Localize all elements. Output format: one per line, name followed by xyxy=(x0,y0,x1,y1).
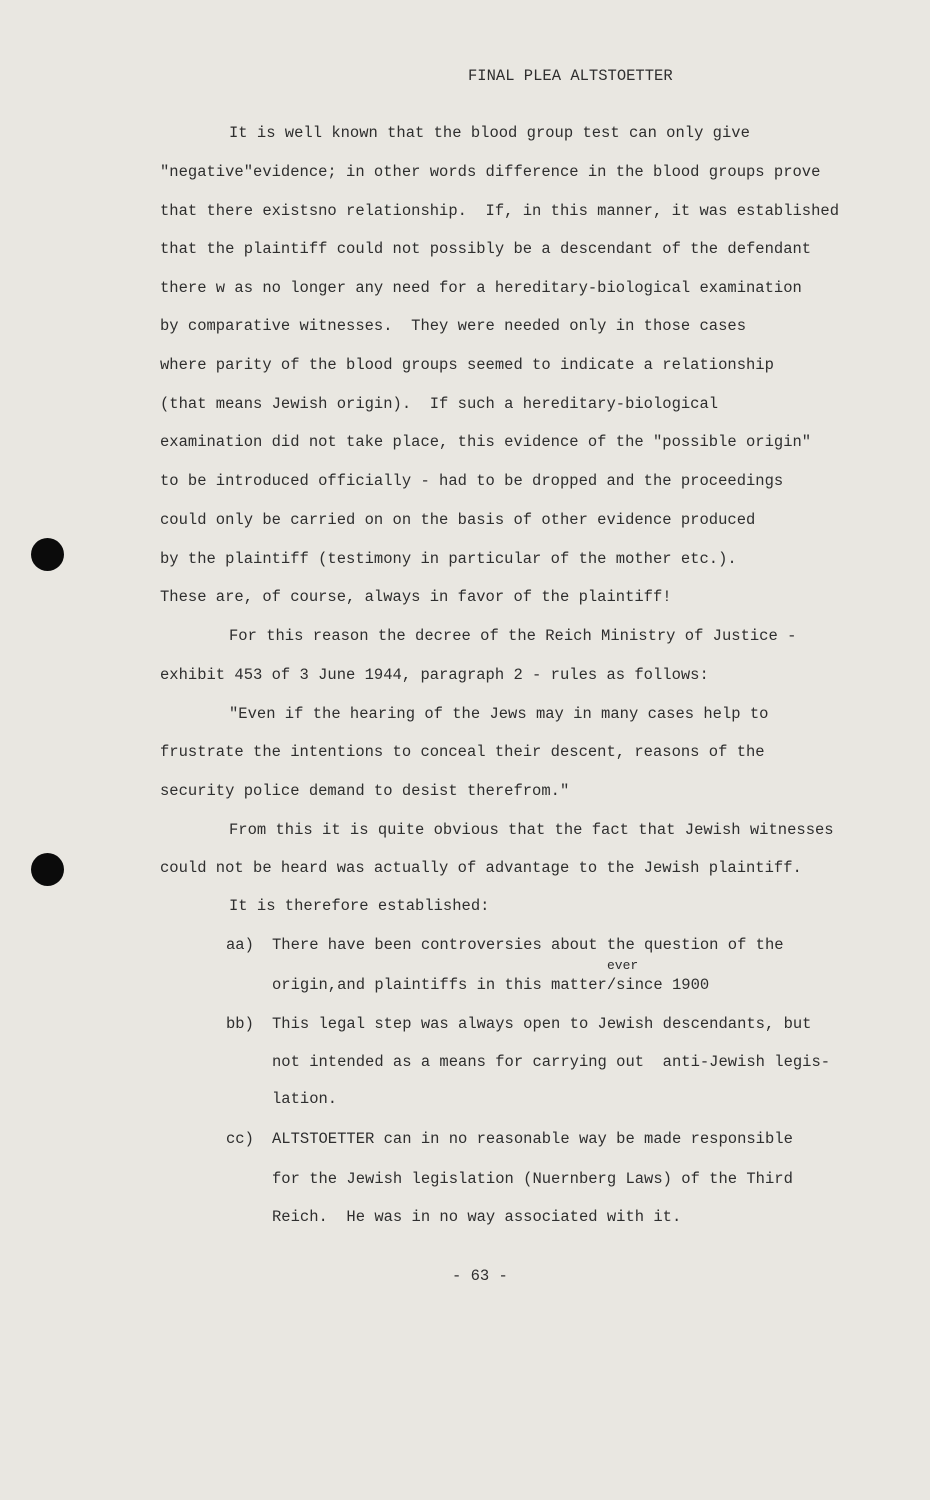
list-marker: bb) xyxy=(226,1015,254,1033)
list-item-line: This legal step was always open to Jewish descendants, but xyxy=(272,1015,812,1033)
body-line: that there existsno relationship. If, in this manner, it was established xyxy=(160,202,840,220)
quote-line: security police demand to desist therefrom." xyxy=(160,782,570,800)
punch-hole-bottom xyxy=(31,853,64,886)
body-line: could not be heard was actually of advantage to the Jewish plaintiff. xyxy=(160,859,802,877)
body-line: where parity of the blood groups seemed to indicate a relationship xyxy=(160,356,774,374)
body-line: by the plaintiff (testimony in particular of the mother etc.). xyxy=(160,550,737,568)
list-item-line: There have been controversies about the question of the xyxy=(272,936,784,954)
list-item-line: for the Jewish legislation (Nuernberg Laws) of the Third xyxy=(272,1170,793,1188)
list-item-line: Reich. He was in no way associated with it. xyxy=(272,1208,682,1226)
body-line: to be introduced officially - had to be dropped and the proceedings xyxy=(160,472,784,490)
list-item-line: origin,and plaintiffs in this matter/since 1900 xyxy=(272,976,710,994)
list-item-line: lation. xyxy=(272,1090,338,1108)
list-marker: cc) xyxy=(226,1130,254,1148)
quote-line: "Even if the hearing of the Jews may in many cases help to xyxy=(229,705,769,723)
quote-line: frustrate the intentions to conceal their descent, reasons of the xyxy=(160,743,765,761)
body-line: exhibit 453 of 3 June 1944, paragraph 2 - rules as follows: xyxy=(160,666,709,684)
body-line: there w as no longer any need for a hereditary-biological examination xyxy=(160,279,802,297)
body-line: For this reason the decree of the Reich Ministry of Justice - xyxy=(229,627,797,645)
body-line: These are, of course, always in favor of the plaintiff! xyxy=(160,588,672,606)
body-line: (that means Jewish origin). If such a hereditary-biological xyxy=(160,395,719,413)
list-marker: aa) xyxy=(226,936,254,954)
handwritten-insertion: ever xyxy=(607,958,639,973)
body-line: by comparative witnesses. They were needed only in those cases xyxy=(160,317,746,335)
list-item-line: not intended as a means for carrying out anti-Jewish legis- xyxy=(272,1053,831,1071)
body-line: It is therefore established: xyxy=(229,897,490,915)
body-line: From this it is quite obvious that the fact that Jewish witnesses xyxy=(229,821,834,839)
body-line: It is well known that the blood group test can only give xyxy=(229,124,750,142)
body-line: could only be carried on on the basis of other evidence produced xyxy=(160,511,756,529)
page-number: - 63 - xyxy=(452,1267,508,1285)
punch-hole-top xyxy=(31,538,64,571)
body-line: examination did not take place, this evidence of the "possible origin" xyxy=(160,433,812,451)
body-line: "negative"evidence; in other words difference in the blood groups prove xyxy=(160,163,821,181)
page-header-title: FINAL PLEA ALTSTOETTER xyxy=(468,67,673,85)
list-item-line: ALTSTOETTER can in no reasonable way be made responsible xyxy=(272,1130,793,1148)
body-line: that the plaintiff could not possibly be a descendant of the defendant xyxy=(160,240,812,258)
